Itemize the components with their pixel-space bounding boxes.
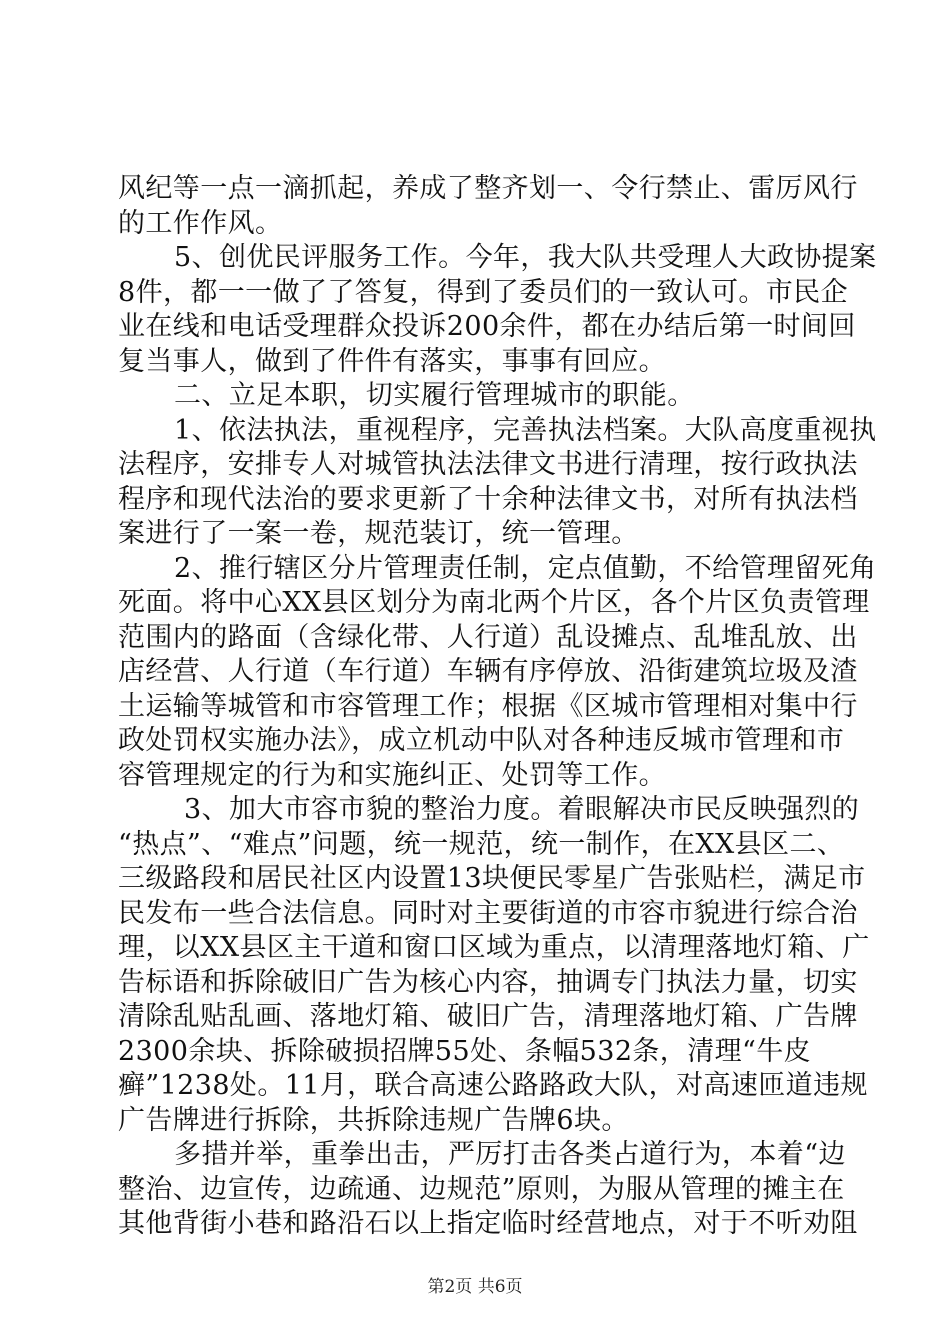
text-line: 死面。将中心XX县区划分为南北两个片区，各个片区负责管理: [118, 587, 870, 619]
text-line: 店经营、人行道（车行道）车辆有序停放、沿街建筑垃圾及渣: [118, 656, 858, 688]
text-line: 告标语和拆除破旧广告为核心内容，抽调专门执法力量，切实: [118, 966, 858, 998]
text-line: 理，以XX县区主干道和窗口区域为重点，以清理落地灯箱、广: [118, 932, 870, 964]
text-line: 业在线和电话受理群众投诉200余件，都在办结后第一时间回: [118, 311, 856, 343]
text-line: 风纪等一点一滴抓起，养成了整齐划一、令行禁止、雷厉风行: [118, 173, 858, 204]
text-line: 1、依法执法，重视程序，完善执法档案。大队高度重视执: [174, 414, 877, 446]
text-line: 程序和现代法治的要求更新了十余种法律文书，对所有执法档: [118, 483, 858, 515]
text-line: 的工作作风。: [118, 207, 283, 239]
text-line: 2300余块、拆除破损招牌55处、条幅532条，清理“牛皮: [118, 1035, 812, 1067]
text-line: 政处罚权实施办法》，成立机动中队对各种违反城市管理和市: [118, 725, 845, 757]
text-line: 清除乱贴乱画、落地灯箱、破旧广告，清理落地灯箱、广告牌: [118, 1001, 858, 1033]
text-line: 多措并举，重拳出击，严厉打击各类占道行为，本着“边: [174, 1139, 846, 1171]
page-footer: [0, 1276, 950, 1298]
text-line: 8件，都一一做了了答复，得到了委员们的一致认可。市民企: [118, 276, 848, 308]
text-line: 民发布一些合法信息。同时对主要街道的市容市貌进行综合治: [118, 897, 858, 929]
text-line: 广告牌进行拆除，共拆除违规广告牌6块。: [118, 1104, 629, 1136]
text-line: 容管理规定的行为和实施纠正、处罚等工作。: [118, 759, 666, 791]
text-line: “热点”、“难点”问题，统一规范，统一制作，在XX县区二、: [118, 828, 845, 860]
text-line: 整治、边宣传，边疏通、边规范”原则，为服从管理的摊主在: [118, 1173, 845, 1205]
text-line: 土运输等城管和市容管理工作；根据《区城市管理相对集中行: [118, 690, 858, 722]
text-line: 2、推行辖区分片管理责任制，定点值勤，不给管理留死角: [174, 552, 877, 584]
text-line: 法程序，安排专人对城管执法法律文书进行清理，按行政执法: [118, 449, 858, 481]
text-line: 癣”1238处。11月，联合高速公路路政大队，对高速匝道违规: [118, 1070, 868, 1102]
text-line: 3、加大市容市貌的整治力度。着眼解决市民反映强烈的: [184, 794, 860, 826]
section-heading: 二、立足本职，切实履行管理城市的职能。: [174, 380, 695, 412]
page-number-label: 第2页 共6页: [427, 1277, 523, 1297]
text-line: 案进行了一案一卷，规范装订，统一管理。: [118, 518, 639, 550]
text-line: 5、创优民评服务工作。今年，我大队共受理人大政协提案: [174, 242, 877, 274]
text-line: 三级路段和居民社区内设置13块便民零星广告张贴栏，满足市: [118, 863, 866, 895]
text-line: 范围内的路面（含绿化带、人行道）乱设摊点、乱堆乱放、出: [118, 621, 858, 653]
text-line: 其他背街小巷和路沿石以上指定临时经营地点，对于不听劝阻: [118, 1208, 858, 1240]
text-line: 复当事人，做到了件件有落实，事事有回应。: [118, 345, 666, 377]
